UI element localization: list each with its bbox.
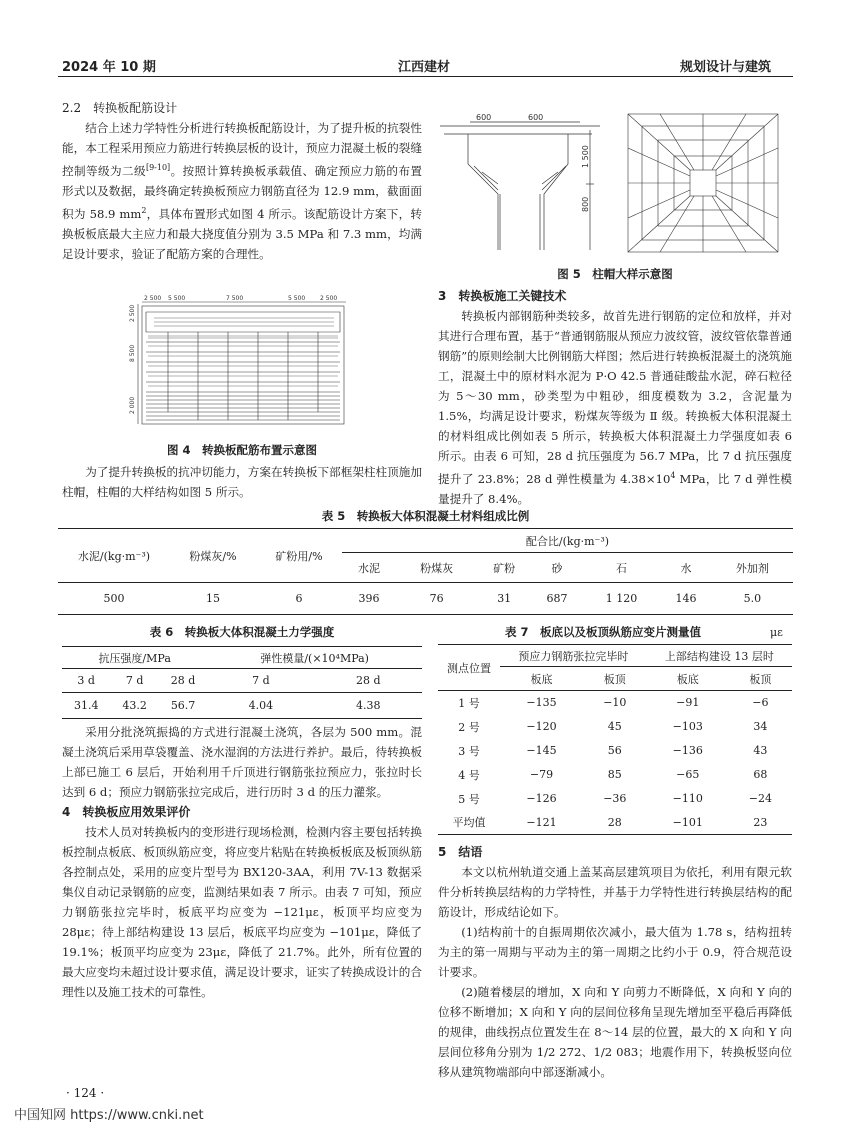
- table-6: 抗压强度/MPa 弹性模量/(×10⁴MPa) 3 d 7 d 28 d 7 d 28 d 31.4 43.2 56.7 4.04 4.38: [62, 646, 422, 719]
- paragraph-conclusion-2: (2)随着楼层的增加，X 向和 Y 向剪力不断降低，X 向和 Y 向的位移不断增加；X 向和 Y 向的层间位移角呈现先增加至平稳后再降低的规律，曲线拐点位置发生在 8～14 层的位置，最大的 X 向和 Y 向层间位移角分别为 1/2 272、1/2 083；地震作用下，转换板竖向位移从建筑物端部向中部逐渐减小。: [438, 985, 792, 1079]
- table-row: 31.4 43.2 56.7 4.04 4.38: [62, 693, 422, 719]
- table-5: [58, 528, 793, 615]
- fig4-dim-top-4: 5 500: [288, 295, 306, 302]
- table-6-caption: 表 6 转换板大体积混凝土力学强度: [149, 625, 335, 639]
- table-row: 1 号 −135 −10 −91 −6: [458, 696, 769, 710]
- t7-head-point: 测点位置: [438, 645, 500, 691]
- left-column-upper: [62, 98, 422, 264]
- t5-sub-water: 水: [680, 561, 692, 575]
- table-row: 3 号 −145 56 −136 43: [458, 744, 768, 758]
- t5-sub-cement: 水泥: [358, 561, 381, 575]
- figure-5-column-cap: [440, 110, 790, 258]
- table-row: 4 号 −79 85 −65 68: [458, 768, 768, 782]
- table-row: 5 号 −126 −36 −110 −24: [458, 792, 773, 806]
- t5-head-mix: 配合比/(kg·m⁻³): [342, 529, 793, 553]
- figure-5-caption: 图 5 柱帽大样示意图: [557, 267, 673, 281]
- t7-head-pre: 预应力钢筋张拉完毕时: [500, 645, 647, 667]
- header-section: 规划设计与建筑: [680, 60, 772, 75]
- right-column-upper: [438, 286, 792, 509]
- left-column-lower: [62, 722, 422, 1002]
- fig4-dim-left-1: 2 500: [129, 304, 136, 322]
- t5-head-slag: 矿粉用/%: [256, 529, 342, 583]
- paragraph-construction: 转换板内部钢筋种类较多，故首先进行钢筋的定位和放样，并对其进行合理布置，基于“普通钢筋服从预应力波纹管，波纹管依靠普通钢筋”的原则绘制大比例钢筋大样图；然后进行转换板混凝土的浇筑施工，混凝土中的原材料水泥为 P·O 42.5 普通硅酸盐水泥，碎石粒径为 5～30 mm，砂类型为中粗砂，细度模数为 3.2，含泥量为 1.5%，均满足设计要求，粉煤灰等级为 Ⅱ 级。转换板大体积混凝土的材料组成比例如表 5 所示，转换板大体积混凝土力学强度如表 6 所示。由表 6 可知，28 d 抗压强度为 56.7 MPa，比 7 d 抗压强度提升了 23.8%；28 d 弹性模量为 $4.38\times 10^4$ MPa，比 7 d 弹性模量提升了 8.4%。: [438, 309, 793, 506]
- section-2-2-title: 2.2 转换板配筋设计: [62, 101, 178, 115]
- t5-head-flyash: 粉煤灰/%: [170, 529, 256, 583]
- table-7: 测点位置 预应力钢筋张拉完毕时 上部结构建设 13 层时 板底 板顶 板底 板顶 1 号 −135 −10 −91 −6 2 号 −120 45 −103 34 3 号 −145 56 −136 43 4 号 −79 85 −65 68 5 号 −126 −36 −110 −24 平均值 −121 28 −101 23: [438, 644, 792, 835]
- fig4-dim-top-3: 7 500: [226, 295, 244, 302]
- paragraph-pouring: 采用分批浇筑振捣的方式进行混凝土浇筑，各层为 500 mm。混凝土浇筑后采用草袋覆盖、浇水湿润的方法进行养护。最后，待转换板上部已施工 6 层后，开始利用千斤顶进行钢筋张拉预应力，张拉时长达到 6 d；预应力钢筋张拉完成后，进行历时 3 d 的压力灌浆。: [62, 725, 422, 799]
- table-7-unit: με: [770, 626, 783, 639]
- fig4-dim-top-5: 2 500: [320, 295, 338, 302]
- t5-sub-slag: 矿粉: [493, 561, 516, 575]
- cnki-watermark: 中国知网 https://www.cnki.net: [14, 1108, 204, 1123]
- section-5-title: 5 结语: [438, 845, 483, 859]
- paragraph-conclusion-intro: 本文以杭州轨道交通上盖某高层建筑项目为依托，利用有限元软件分析转换层结构的力学特性，并基于力学特性进行转换层结构的配筋设计，形成结论如下。: [438, 865, 792, 919]
- fig5-dim-b: 600: [528, 113, 544, 122]
- header-journal: 江西建材: [398, 60, 451, 75]
- header-issue: 2024 年 10 期: [62, 60, 156, 75]
- t5-sub-flyash: 粉煤灰: [420, 561, 454, 575]
- t7-head-post: 上部结构建设 13 层时: [647, 645, 792, 667]
- table-row: 2 号 −120 45 −103 34: [458, 720, 768, 734]
- header-rule: [58, 76, 793, 77]
- fig4-dim-top-2: 5 500: [168, 295, 186, 302]
- paragraph-evaluation: 技术人员对转换板内的变形进行现场检测，检测内容主要包括转换板控制点板底、板顶纵筋应变，将应变片粘贴在转换板板底及板顶纵筋各控制点处，采用的应变片型号为 BX120-3AA，利用 7V-13 数据采集仪自动记录钢筋的应变，监测结果如表 7 所示。由表 7 可知，预应力钢筋张拉完毕时，板底平均应变为 −121με，板顶平均应变为 28με；待上部结构建设 13 层后，板底平均应变为 −101με，降低了 19.1%；板顶平均应变为 23με，降低了 21.7%。此外，所有位置的最大应变均未超过设计要求值，满足设计要求，证实了转换成设计的合理性以及施工技术的可靠性。: [62, 825, 422, 999]
- left-column-column-cap: [62, 462, 422, 502]
- figure-4-caption: 图 4 转换板配筋布置示意图: [166, 443, 317, 457]
- right-column-lower: [438, 842, 792, 1082]
- table-5-caption: 表 5 转换板大体积混凝土材料组成比例: [321, 509, 530, 523]
- table-7-caption: 表 7 板底以及板顶纵筋应变片测量值: [504, 625, 701, 639]
- t6-head-mod: 弹性模量/(×10⁴MPa): [260, 651, 369, 665]
- fig4-dim-top-1: 2 500: [144, 295, 162, 302]
- paragraph-conclusion-1: (1)结构前十的自振周期依次减小，最大值为 1.78 s，结构扭转为主的第一周期与平动为主的第一周期之比约小于 0.9，符合规范设计要求。: [438, 925, 792, 979]
- t5-sub-admixture: 外加剂: [735, 561, 769, 575]
- table-row: 500 15 6 396 76 31 687 1 120 146 5.0: [58, 583, 793, 615]
- fig4-dim-left-3: 2 000: [129, 396, 136, 414]
- fig5-dim-c: 1 500: [581, 145, 590, 168]
- t5-head-cement: 水泥/(kg·m⁻³): [58, 529, 170, 583]
- paragraph-rebar-design: 结合上述力学特性分析进行转换板配筋设计，为了提升板的抗裂性能，本工程采用预应力筋进行转换层板的设计，预应力混凝土板的裂缝控制等级为二级[9-10]。按照计算转换板承载值、确定预应力筋的布置形式以及数据，最终确定转换板预应力钢筋直径为 12.9 mm，截面面积为 58.9 $mm^2$，具体布置形式如图 4 所示。该配筋设计方案下，转换板板底最大主应力和最大挠度值分别为 3.5 MPa 和 7.3 mm，均满足设计要求，验证了配筋方案的合理性。: [62, 121, 422, 261]
- section-3-title: 3 转换板施工关键技术: [438, 289, 567, 303]
- fig5-dim-a: 600: [476, 113, 492, 122]
- fig4-dim-left-2: 8 500: [129, 344, 136, 362]
- paragraph-column-cap: 为了提升转换板的抗冲切能力，方案在转换板下部框架柱柱顶施加柱帽，柱帽的大样结构如图 5 所示。: [62, 465, 422, 499]
- t6-head-comp: 抗压强度/MPa: [98, 651, 171, 665]
- section-4-title: 4 转换板应用效果评价: [62, 805, 191, 819]
- table-row: 平均值 −121 28 −101 23: [438, 811, 792, 835]
- figure-4-rebar-layout: [128, 292, 356, 428]
- t5-sub-stone: 石: [616, 561, 628, 575]
- t5-sub-sand: 砂: [551, 561, 563, 575]
- page-number: · 124 ·: [66, 1086, 105, 1100]
- fig5-dim-d: 800: [581, 196, 590, 212]
